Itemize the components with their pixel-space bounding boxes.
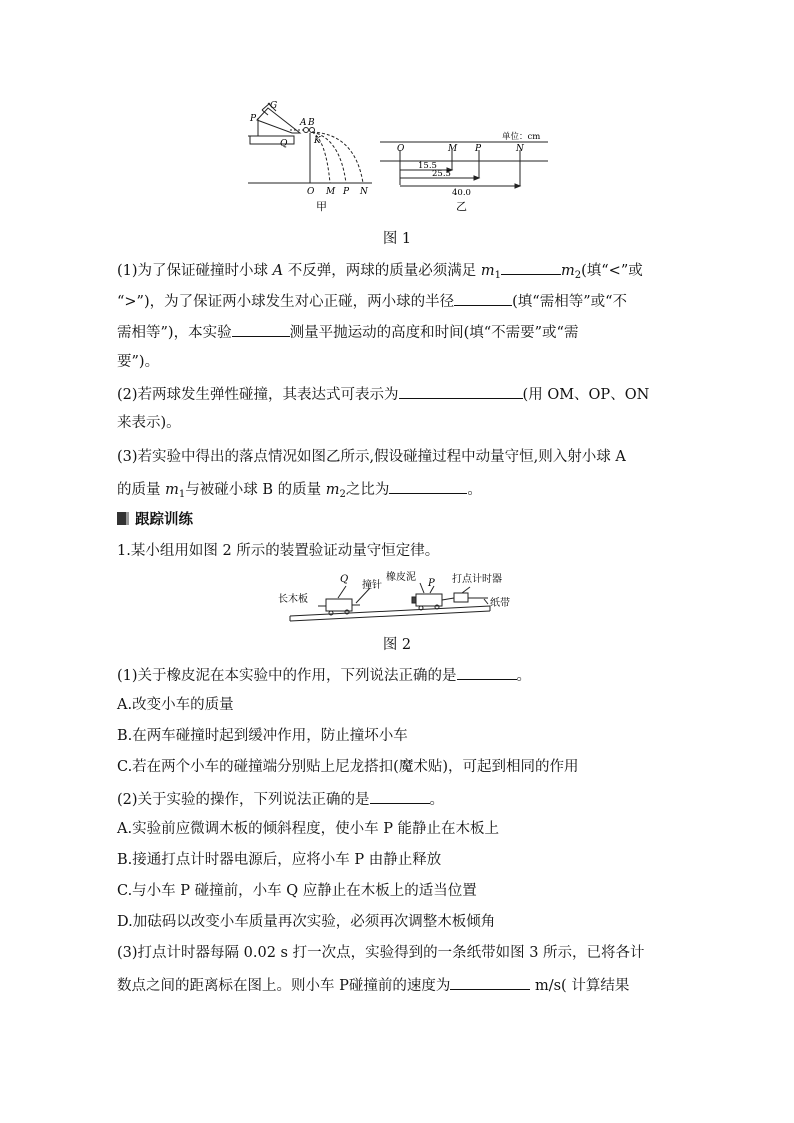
p1-s2-stem: (2)关于实验的操作，下列说法正确的是 。 [117,788,444,810]
q1-line-3: 需相等”)，本实验 测量平抛运动的高度和时间(填“不需要”或“需 [117,321,578,343]
label-N: N [360,187,368,197]
fig2-label-timer: 打点计时器 [452,574,502,585]
answer-blank-mass-relation[interactable] [501,259,561,275]
answer-blank-s1[interactable] [457,664,517,680]
dist-25-5: 25.5 [432,169,451,179]
q2-line-1: (2)若两球发生弹性碰撞，其表达式可表示为 (用 OM、OP、ON [117,383,649,405]
figure-1 [0,0,794,230]
label-unit: 单位：cm [502,132,541,142]
answer-blank-s2[interactable] [370,788,430,804]
label-right-N: N [516,144,524,154]
answer-blank-mass-ratio[interactable] [389,478,467,494]
p1-s2-option-c: C.与小车 P 碰撞前，小车 Q 应静止在木板上的适当位置 [117,883,477,899]
fig2-label-board: 长木板 [278,594,308,605]
dist-15-5: 15.5 [418,161,437,171]
q3-line-2: 的质量 $m_1$与被碰小球 B 的质量 $m_2$之比为 。 [117,478,482,505]
label-B: B [308,118,315,128]
label-G: G [270,101,278,111]
label-sub-yi: 乙 [456,200,467,213]
label-sub-jia: 甲 [316,200,327,213]
label-Q: Q [280,139,288,149]
p1-s3-line-1: (3)打点计时器每隔 0.02 s 打一次点，实验得到的一条纸带如图 3 所示，已将各计 [117,945,645,961]
figure-2-caption: 图 2 [382,637,412,653]
fig2-label-Q: Q [340,574,349,585]
section-marker-icon [117,512,129,525]
p1-s2-option-b: B.接通打点计时器电源后，应将小车 P 由静止释放 [117,852,442,868]
label-P: P [250,114,257,124]
p1-s2-option-a: A.实验前应微调木板的倾斜程度，使小车 P 能静止在木板上 [117,821,500,837]
fig2-label-P: P [428,578,435,589]
fig2-label-tape: 纸带 [490,598,510,609]
dist-40-0: 40.0 [452,188,471,198]
figure-1-left-apparatus [248,103,372,183]
q1-line-4: 要”)。 [117,354,160,370]
label-A: A [300,118,307,128]
label-right-O: O [397,144,405,154]
label-right-M: M [448,144,458,154]
label-O: O [307,187,315,197]
p1-s3-line-2: 数点之间的距离标在图上。则小车 P碰撞前的速度为 m/s( 计算结果 [117,974,629,996]
q1-line-2: “>”)，为了保证两小球发生对心正碰，两小球的半径 (填“需相等”或“不 [117,290,627,312]
answer-blank-measure[interactable] [232,321,290,337]
q1-line-1: (1)为了保证碰撞时小球 A 不反弹，两球的质量必须满足 $m_1$ $m_2$(填“<”或 [117,259,643,286]
p1-s1-option-b: B.在两车碰撞时起到缓冲作用，防止撞坏小车 [117,728,408,744]
label-P2: P [343,187,350,197]
fig2-label-clay: 橡皮泥 [386,572,416,583]
answer-blank-radius[interactable] [454,290,512,306]
fig2-label-needle: 撞针 [362,580,382,591]
q2-line-2: 来表示)。 [117,415,181,431]
q3-line-1: (3)若实验中得出的落点情况如图乙所示,假设碰撞过程中动量守恒,则入射小球 A [117,449,626,465]
answer-blank-expression[interactable] [399,383,523,399]
p1-s1-stem: (1)关于橡皮泥在本实验中的作用，下列说法正确的是 。 [117,664,531,686]
figure-1-caption: 图 1 [382,231,412,247]
label-right-P: P [475,144,482,154]
p1-s1-option-a: A.改变小车的质量 [117,697,234,713]
answer-blank-velocity[interactable] [450,974,530,990]
problem-1-intro: 1.某小组用如图 2 所示的装置验证动量守恒定律。 [117,543,440,559]
label-M: M [326,187,336,197]
label-K: K [314,136,321,146]
p1-s2-option-d: D.加砝码以改变小车质量再次实验，必须再次调整木板倾角 [117,914,496,930]
p1-s1-option-c: C.若在两个小车的碰撞端分别贴上尼龙搭扣(魔术贴)，可起到相同的作用 [117,759,579,775]
section-header: 跟踪训练 [117,508,193,529]
